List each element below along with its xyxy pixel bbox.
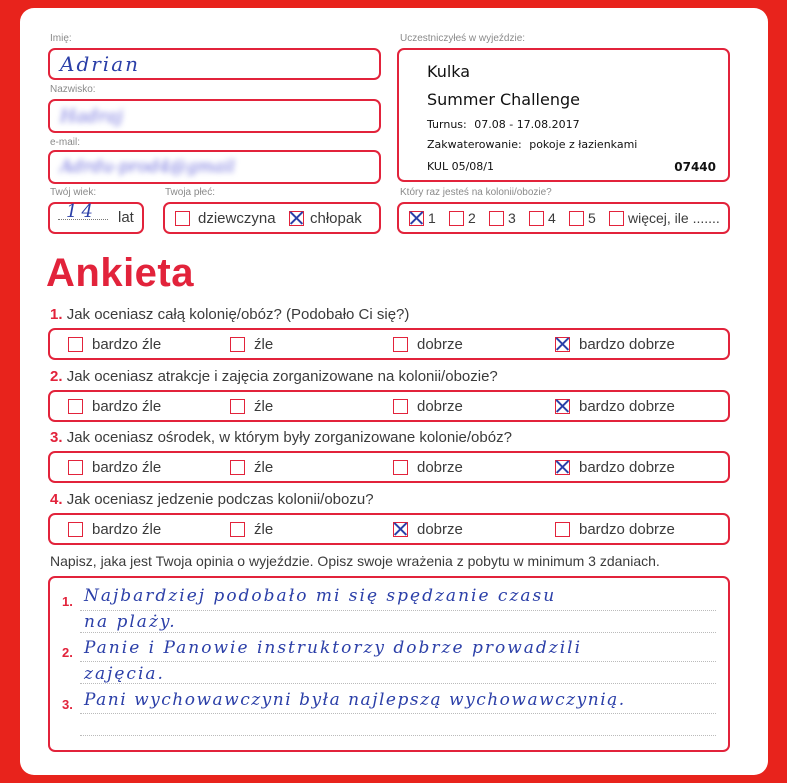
question-text: Jak oceniasz jedzenie podczas kolonii/obozu? [66, 491, 374, 508]
checkbox[interactable] [449, 211, 464, 226]
opinion-line-number: 3. [62, 697, 73, 712]
opinion-line-3: Pani wychowawczyni była najlepszą wychowawczynią. [84, 690, 626, 710]
imie-field[interactable] [48, 48, 381, 80]
question-1 [50, 306, 409, 323]
answer-row-3 [48, 451, 730, 483]
turnus-row [427, 118, 580, 131]
checkbox[interactable] [489, 211, 504, 226]
plec-label: Twoja płeć: [165, 187, 216, 198]
visits-option-4[interactable] [529, 204, 556, 232]
writing-line [80, 683, 716, 684]
visits-option-3[interactable] [489, 204, 516, 232]
turnus-label: Turnus: [427, 118, 467, 131]
writing-line [80, 713, 716, 714]
q2-option-bardzo-zle[interactable] [68, 392, 161, 420]
option-label: źle [254, 458, 274, 476]
visits-option-more[interactable] [609, 204, 720, 232]
option-label: 4 [548, 210, 556, 226]
checkbox-checked[interactable] [393, 522, 408, 537]
visits-label: Który raz jesteś na kolonii/obozie? [400, 187, 552, 198]
question-4 [50, 491, 374, 508]
opinion-prompt: Napisz, jaka jest Twoja opinia o wyjeździe. Opisz swoje wrażenia z pobytu w minimum 3 zdaniach. [50, 553, 660, 569]
q4-option-bardzo-zle[interactable] [68, 515, 161, 543]
ticket-code: KUL 05/08/1 [427, 160, 494, 173]
wiek-unit: lat [118, 209, 134, 226]
imie-label: Imię: [50, 33, 72, 44]
nazwisko-field[interactable] [48, 99, 381, 133]
opinion-line-2-cont: zajęcia. [84, 664, 165, 684]
page-title: Ankieta [46, 251, 194, 295]
option-label: 5 [588, 210, 596, 226]
option-label: więcej, ile ....... [628, 210, 720, 226]
option-label: 2 [468, 210, 476, 226]
camp-subtitle: Summer Challenge [427, 90, 580, 109]
option-label: bardzo dobrze [579, 335, 675, 353]
option-label: dobrze [417, 458, 463, 476]
option-label: dobrze [417, 520, 463, 538]
checkbox[interactable] [68, 337, 83, 352]
option-label: dziewczyna [198, 209, 276, 227]
checkbox-checked[interactable] [555, 460, 570, 475]
checkbox-checked[interactable] [289, 211, 304, 226]
zakwaterowanie-value: pokoje z łazienkami [529, 138, 638, 151]
writing-line [80, 661, 716, 662]
question-text: Jak oceniasz atrakcje i zajęcia zorganizowane na kolonii/obozie? [66, 368, 498, 385]
option-label: bardzo źle [92, 335, 162, 353]
checkbox[interactable] [529, 211, 544, 226]
writing-line [80, 735, 716, 736]
question-3 [50, 429, 512, 446]
question-2 [50, 368, 498, 385]
checkbox-checked[interactable] [555, 399, 570, 414]
email-field[interactable] [48, 150, 381, 184]
option-label: bardzo źle [92, 520, 162, 538]
q3-option-bardzo-zle[interactable] [68, 453, 161, 481]
option-label: 3 [508, 210, 516, 226]
q4-option-bardzo-dobrze[interactable] [555, 515, 675, 543]
question-number: 3. [50, 429, 63, 446]
option-label: dobrze [417, 397, 463, 415]
checkbox[interactable] [68, 522, 83, 537]
q4-option-dobrze[interactable] [393, 515, 463, 543]
q3-option-zle[interactable] [230, 453, 273, 481]
zakwaterowanie-label: Zakwaterowanie: [427, 138, 522, 151]
q1-option-bardzo-dobrze[interactable] [555, 330, 675, 358]
checkbox[interactable] [230, 399, 245, 414]
imie-value: Adrian [60, 52, 141, 76]
ticket-label: Uczestniczyłeś w wyjeździe: [400, 33, 526, 44]
checkbox[interactable] [68, 399, 83, 414]
q3-option-dobrze[interactable] [393, 453, 463, 481]
q3-option-bardzo-dobrze[interactable] [555, 453, 675, 481]
q1-option-dobrze[interactable] [393, 330, 463, 358]
opinion-line-2: Panie i Panowie instruktorzy dobrze prowadzili [84, 638, 583, 658]
writing-line [80, 632, 716, 633]
checkbox[interactable] [230, 337, 245, 352]
wiek-label: Twój wiek: [50, 187, 97, 198]
checkbox[interactable] [393, 460, 408, 475]
option-label: bardzo źle [92, 397, 162, 415]
option-label: bardzo dobrze [579, 520, 675, 538]
nazwisko-value: Hadraj [60, 106, 123, 127]
opinion-line-1-cont: na plaży. [84, 612, 177, 632]
visits-option-1[interactable] [409, 204, 436, 232]
checkbox[interactable] [230, 460, 245, 475]
checkbox-checked[interactable] [555, 337, 570, 352]
plec-option-dziewczyna[interactable] [175, 204, 276, 232]
option-label: dobrze [417, 335, 463, 353]
option-label: bardzo źle [92, 458, 162, 476]
checkbox[interactable] [393, 337, 408, 352]
opinion-line-number: 2. [62, 645, 73, 660]
nazwisko-label: Nazwisko: [50, 84, 96, 95]
option-label: chłopak [310, 209, 362, 227]
zakwaterowanie-row [427, 138, 637, 151]
visits-option-2[interactable] [449, 204, 476, 232]
q2-option-bardzo-dobrze[interactable] [555, 392, 675, 420]
wiek-field[interactable] [48, 202, 144, 234]
q2-option-dobrze[interactable] [393, 392, 463, 420]
q1-option-bardzo-zle[interactable] [68, 330, 161, 358]
email-label: e-mail: [50, 137, 81, 148]
email-value: Adrdu-prod4@gmail [60, 157, 235, 177]
option-label: 1 [428, 210, 436, 226]
checkbox-checked[interactable] [409, 211, 424, 226]
option-label: bardzo dobrze [579, 397, 675, 415]
question-text: Jak oceniasz ośrodek, w którym były zorganizowane kolonie/obóz? [66, 429, 512, 446]
plec-field [163, 202, 381, 234]
option-label: źle [254, 520, 274, 538]
turnus-value: 07.08 - 17.08.2017 [474, 118, 580, 131]
ticket-number: 07440 [674, 160, 716, 174]
wiek-value: 14 [66, 201, 97, 222]
checkbox[interactable] [230, 522, 245, 537]
opinion-line-1: Najbardziej podobało mi się spędzanie czasu [84, 586, 557, 606]
checkbox[interactable] [569, 211, 584, 226]
writing-line [80, 610, 716, 611]
answer-row-4 [48, 513, 730, 545]
question-text: Jak oceniasz całą kolonię/obóz? (Podobało Ci się?) [66, 306, 410, 323]
question-number: 2. [50, 368, 63, 385]
checkbox[interactable] [555, 522, 570, 537]
visits-field [397, 202, 730, 234]
q1-option-zle[interactable] [230, 330, 273, 358]
question-number: 1. [50, 306, 63, 323]
option-label: źle [254, 335, 274, 353]
plec-option-chlopak[interactable] [289, 204, 362, 232]
answer-row-2 [48, 390, 730, 422]
checkbox[interactable] [609, 211, 624, 226]
q4-option-zle[interactable] [230, 515, 273, 543]
camp-name: Kulka [427, 62, 471, 81]
question-number: 4. [50, 491, 63, 508]
checkbox[interactable] [393, 399, 408, 414]
option-label: bardzo dobrze [579, 458, 675, 476]
q2-option-zle[interactable] [230, 392, 273, 420]
answer-row-1 [48, 328, 730, 360]
opinion-line-number: 1. [62, 594, 73, 609]
ticket-box [397, 48, 730, 182]
option-label: źle [254, 397, 274, 415]
checkbox[interactable] [68, 460, 83, 475]
checkbox[interactable] [175, 211, 190, 226]
visits-option-5[interactable] [569, 204, 596, 232]
